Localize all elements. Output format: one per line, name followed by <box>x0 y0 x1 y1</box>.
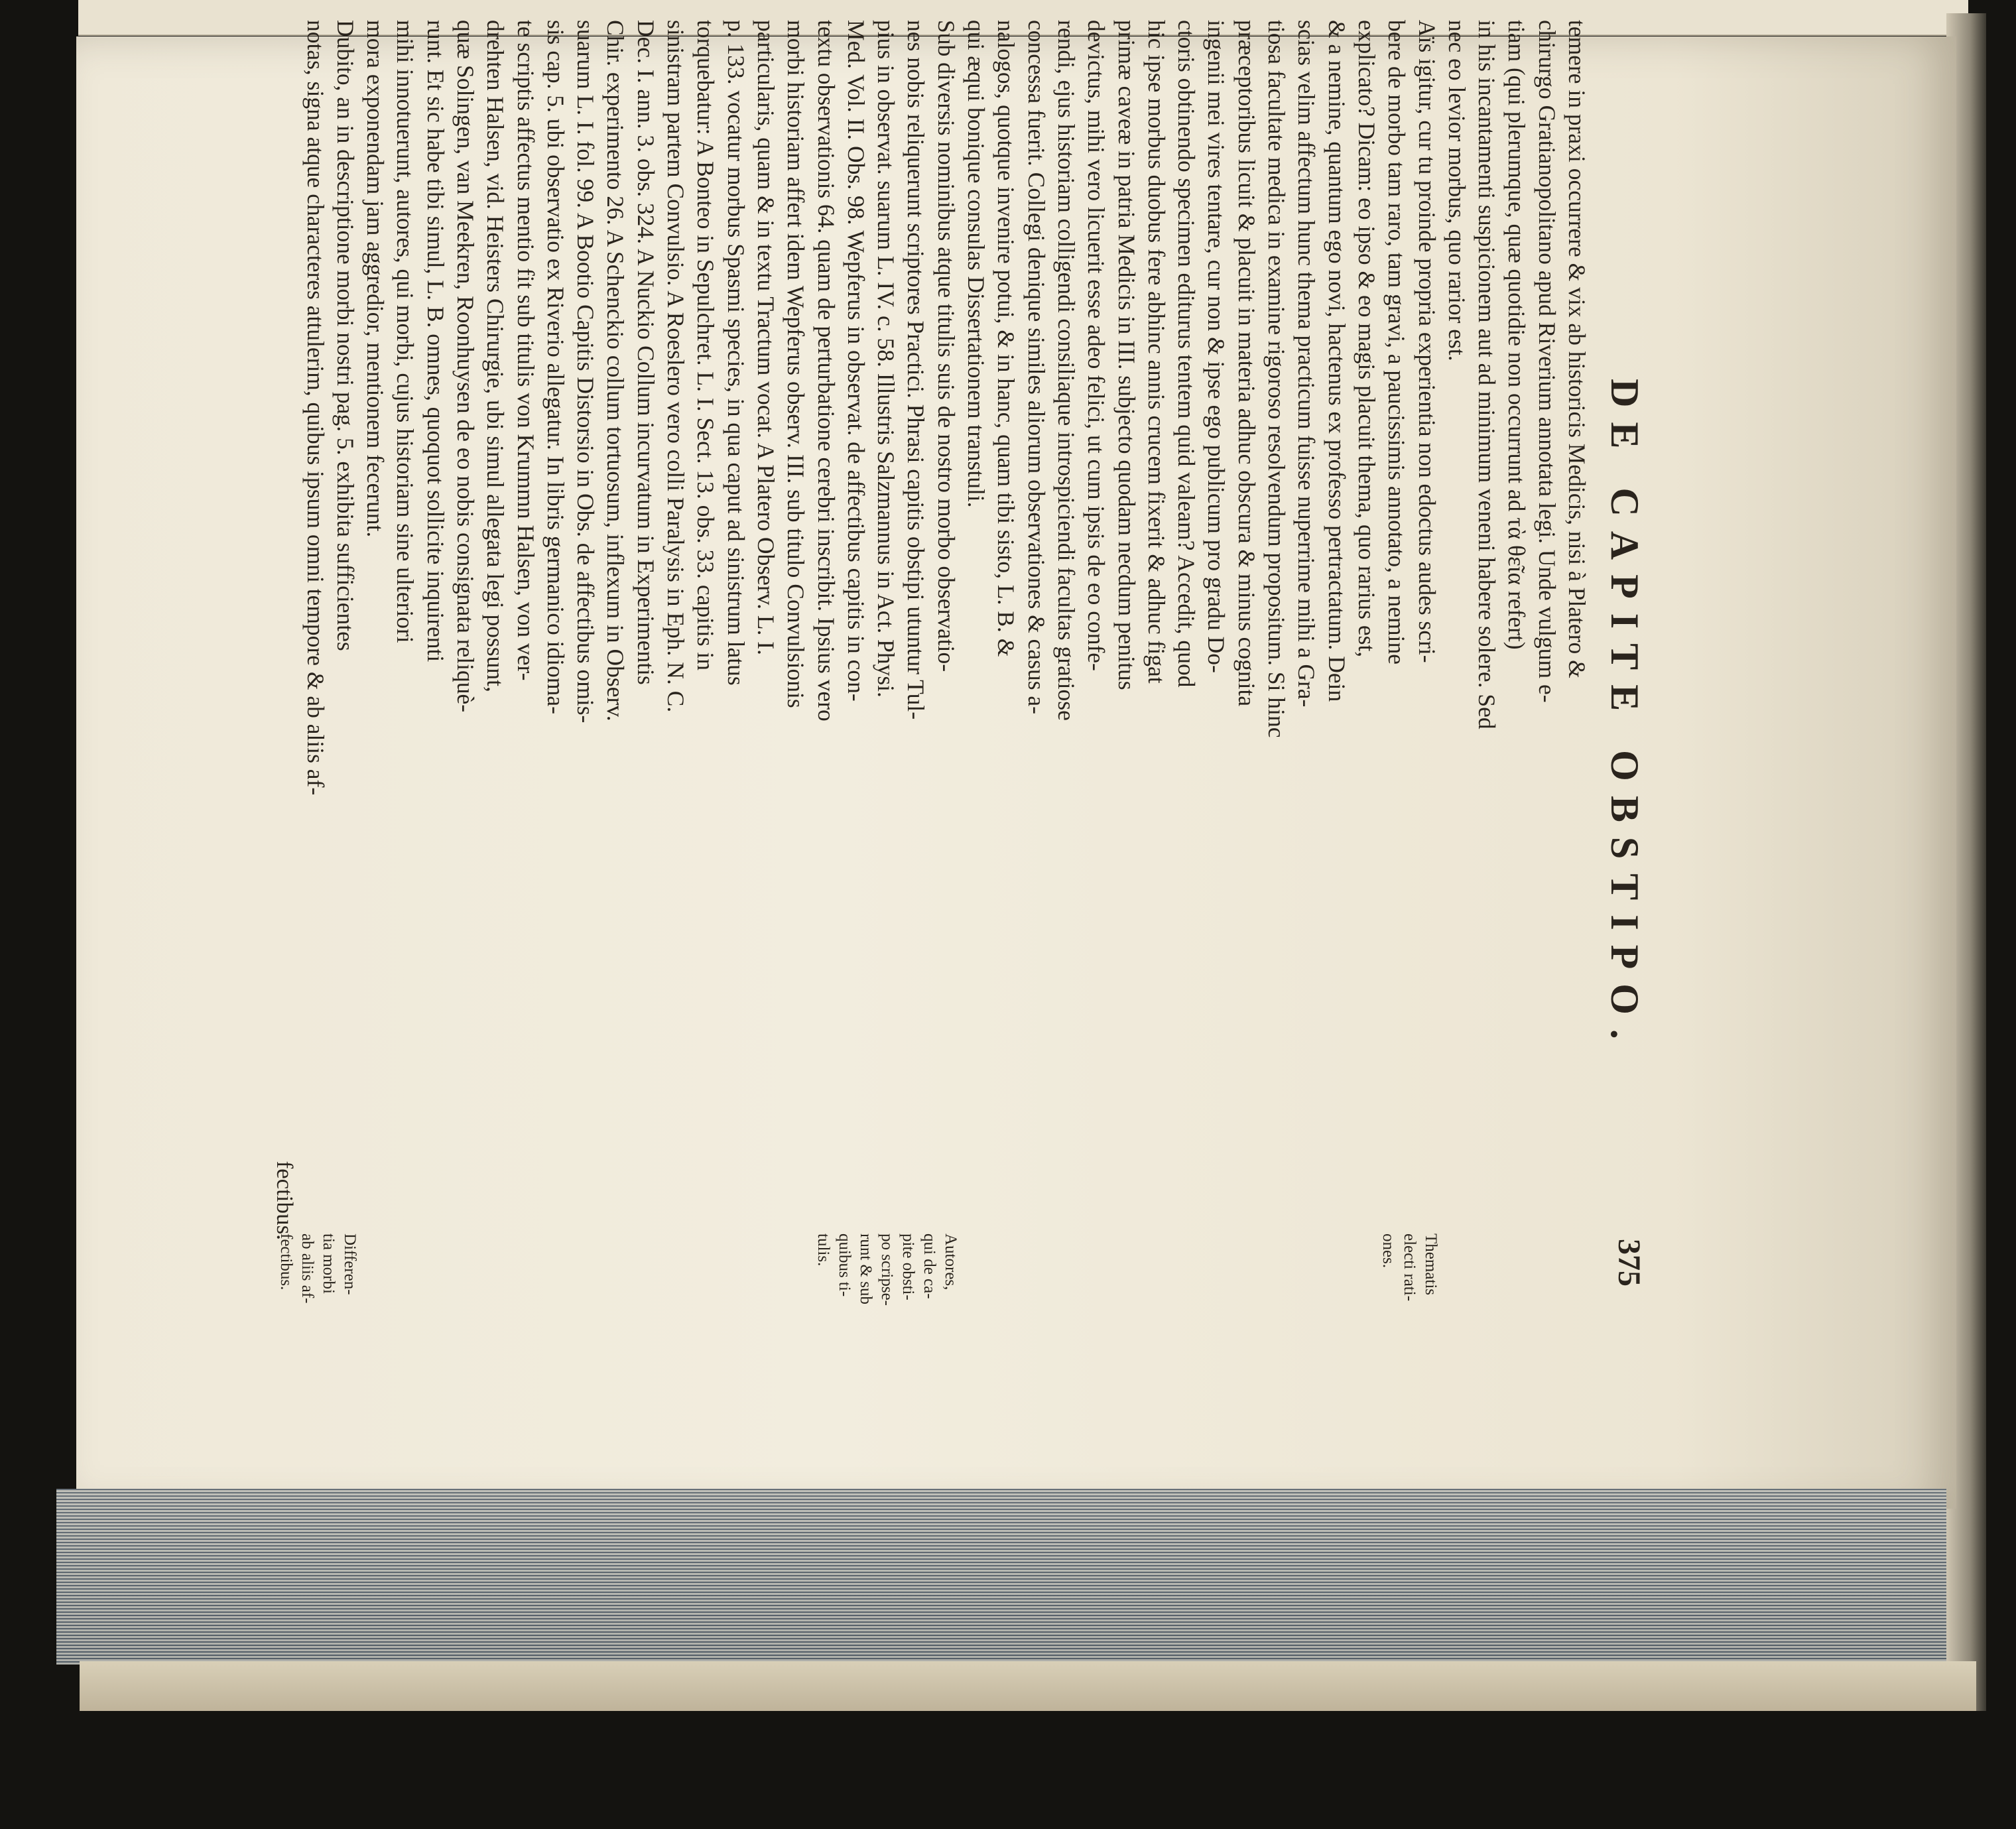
text-line: tiosa facultate medica in examine rigoroso resolvendum propositum. Si hinc <box>1263 20 1291 738</box>
margin-note-line: Thematis <box>1422 1233 1440 1296</box>
text-line: rendi, ejus historiam colligendi consiliaque introspiciendi facultas gratiose <box>1052 20 1080 721</box>
text-line: te scriptis affectus mentio fit sub titulis von Krummn Halsen, von ver- <box>512 20 539 681</box>
text-line: chirurgo Gratianopolitano apud Riverium annotata legi. Unde vulgum e- <box>1533 20 1560 703</box>
text-line: particularis, quam & in textu Tractum vocat. A Platero Observ. L. I. <box>752 20 779 655</box>
text-line: notas, signa atque characteres attulerim, quibus ipsum omni tempore & ab aliis af- <box>302 20 329 796</box>
text-line: mihi innotuerunt, autores, qui morbi, cujus historiam sine ulteriori <box>392 20 419 643</box>
text-line: Dec. I. ann. 3. obs. 324. A Nuckio Collum incurvatum in Experimentis <box>632 20 659 685</box>
text-line: sinistram partem Convulsio. A Roeslero vero colli Paralysis in Eph. N. C. <box>662 20 690 713</box>
margin-notes <box>277 1233 1592 1399</box>
text-line: ctoris obtinendo specimen editurus tentem quid valeam? Accedit, quod <box>1173 20 1200 688</box>
margin-note-line: tia morbi <box>319 1233 338 1294</box>
margin-note-line: Differen- <box>340 1233 359 1295</box>
running-title: DE CAPITE OBSTIPO. <box>1603 379 1647 1054</box>
text-line: torquebatur: A Bonteo in Sepulchret. L. I. Sect. 13. obs. 33. capitis in <box>692 20 720 671</box>
page-number: 375 <box>1611 1239 1647 1287</box>
margin-note-line: ab aliis af- <box>298 1233 316 1304</box>
text-line: temere in praxi occurrere & vix ab historicis Medicis, nisi à Platero & <box>1564 20 1590 678</box>
text-line: in his incantamenti suspicionem aut ad minimum veneni habere solere. Sed <box>1474 20 1501 729</box>
text-line: nes nobis reliquerunt scriptores Practici. Phrasi capitis obstipi utuntur Tul- <box>903 20 930 720</box>
margin-note-line: pite obsti- <box>899 1233 917 1300</box>
text-line: & a nemine, quantum ego novi, hactenus ex professo pertractatum. Dein <box>1323 20 1350 702</box>
text-line: primæ caveæ in patria Medicis in III. subjecto quodam necdum penitus <box>1113 20 1140 690</box>
margin-note-line: ones. <box>1379 1233 1398 1269</box>
text-line: tiam (qui plerumque, quæ quotidie non occurrunt ad τὰ θεῖα refert) <box>1503 20 1531 650</box>
margin-note-line: Autores, <box>941 1233 960 1291</box>
text-line: Chir. experimento 26. A Schenckio collum tortuosum, inflexum in Observ. <box>602 20 629 722</box>
text-line: bere de morbo tam raro, tam gravi, a paucissimis annotato, a nemine <box>1383 20 1411 664</box>
text-line: Med. Vol. II. Obs. 98. Wepferus in observat. de affectibus capitis in con- <box>842 20 869 702</box>
text-line: textu observationis 64. quam de perturbatione cerebri inscribit. Ipsius vero <box>812 20 840 722</box>
text-line: drehten Halsen, vid. Heisters Chirurgie, ubi simul allegata legi possunt, <box>482 20 509 692</box>
text-line: concessa fuerit. Collegi denique similes aliorum observationes & casus a- <box>1023 20 1050 714</box>
text-line: Aïs igitur, cur tu proinde propria experientia non edoctus audes scri- <box>1413 20 1440 663</box>
text-line: explicato? Dicam: eo ipso & eo magis placuit thema, quo rarius est, <box>1353 20 1380 658</box>
text-line: pius in observat. suarum L. IV. c. 58. Illustris Salzmannus in Act. Physi. <box>873 20 900 698</box>
text-line: quæ Solingen, van Meekren, Roonhuysen de eo nobis consignata reliquè- <box>452 20 479 713</box>
margin-note-line: tulis. <box>814 1233 832 1267</box>
text-line: sis cap. 5. ubi observatio ex Riverio allegatur. In libris germanico idioma- <box>542 20 569 714</box>
page-text-block <box>272 20 1651 1413</box>
text-line: morbi historiam affert idem Wepferus observ. III. sub titulo Convulsionis <box>783 20 810 708</box>
text-line: ingenii mei vires tentare, cur non & ipse ego publicum pro gradu Do- <box>1203 20 1230 673</box>
text-line: nalogos, quotque invenire potui, & in hanc, quam tibi sisto, L. B. & <box>993 20 1020 657</box>
margin-note <box>812 1233 961 1306</box>
margin-note-line: qui de ca- <box>920 1233 938 1299</box>
margin-note-line: fectibus. <box>277 1233 295 1291</box>
text-line: qui æqui bonique consulas Dissertationem transtuli. <box>963 20 990 508</box>
catchword: fectibus. <box>272 1161 298 1240</box>
margin-note <box>275 1233 360 1304</box>
page-header <box>1592 20 1651 1413</box>
margin-note-line: electi rati- <box>1401 1233 1419 1302</box>
text-line: præceptoribus licuit & placuit in materia adhuc obscura & minus cognita <box>1233 20 1260 707</box>
text-line: mora exponendam jam aggredior, mentionem fecerunt. <box>362 20 389 538</box>
body-text <box>300 20 1592 1220</box>
text-line: Sub diversis nominibus atque titulis suis de nostro morbo observatio- <box>932 20 960 672</box>
page-block-edges <box>56 1489 1946 1665</box>
text-line: scias velim affectum hunc thema practicum fuisse nuperrime mihi a Gra- <box>1293 20 1320 708</box>
margin-note-line: runt & sub <box>856 1233 875 1304</box>
text-line: suarum L. I. fol. 99. A Bootio Capitis Distorsio in Obs. de affectibus omis- <box>572 20 599 724</box>
text-line: runt. Et sic habe tibi simul, L. B. omnes, quoquot sollicite inquirenti <box>422 20 449 662</box>
text-line: devictus, mihi vero licuerit esse adeo felici, ut cum ipsis de eo confe- <box>1083 20 1110 671</box>
text-line: nec eo levior morbus, quo rarior est. <box>1443 20 1470 361</box>
margin-note-line: quibus ti- <box>835 1233 853 1297</box>
margin-note-line: po scripse- <box>877 1233 896 1306</box>
text-line: hic ipse morbus duobus fere abhinc annis crucem fixerit & adhuc figat <box>1143 20 1170 684</box>
cover-edge <box>80 1661 1976 1711</box>
text-line: p. 133. vocatur morbus Spasmi species, in qua caput ad sinistrum latus <box>722 20 749 686</box>
margin-note <box>1378 1233 1442 1301</box>
text-line: Dubito, an in descriptione morbi nostri pag. 5. exhibita sufficientes <box>332 20 359 651</box>
